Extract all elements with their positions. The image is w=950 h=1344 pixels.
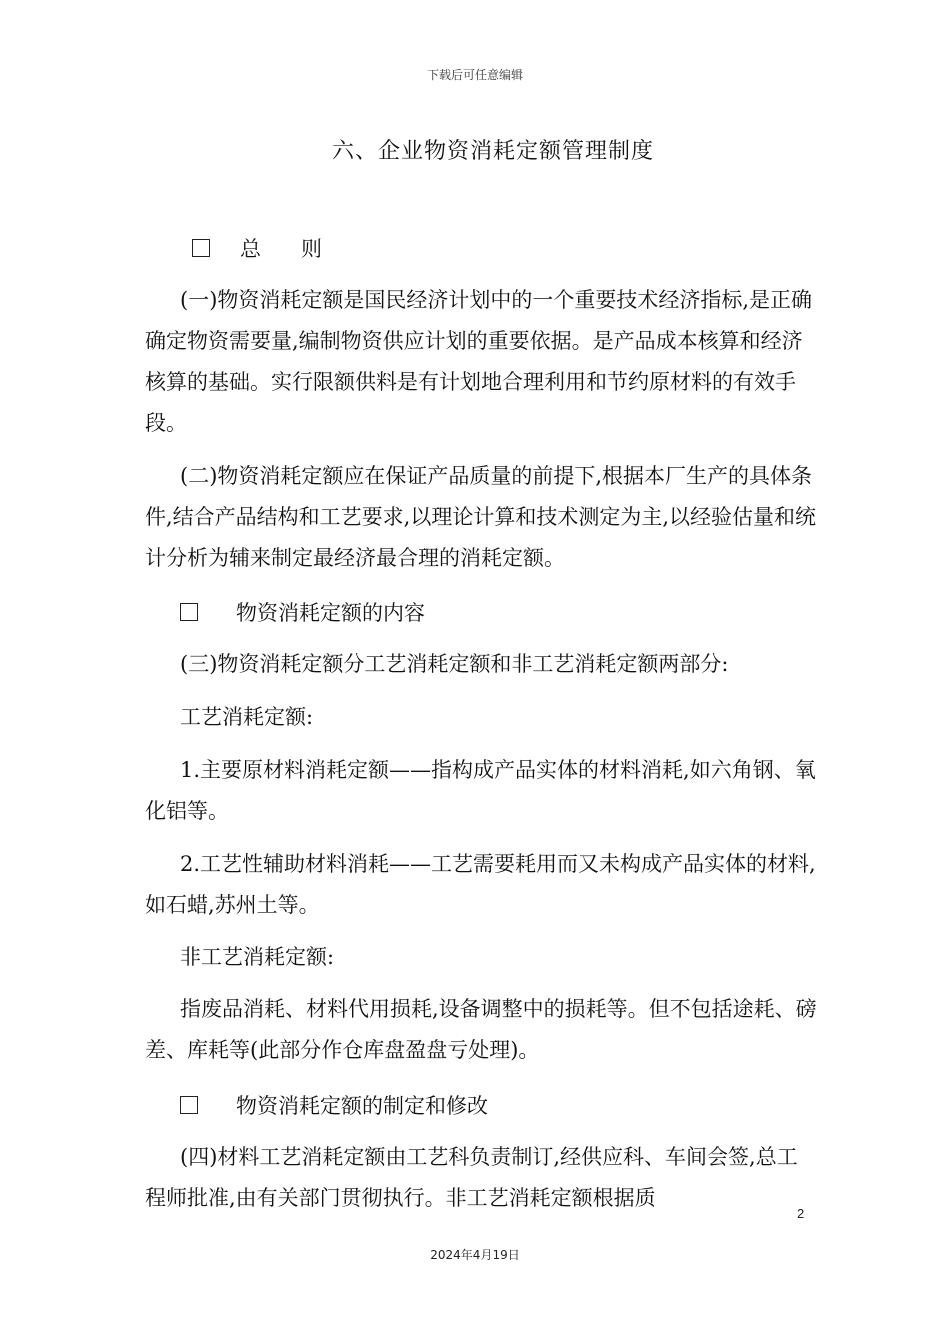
checkbox-icon [180, 1096, 198, 1114]
paragraph-4: 工艺消耗定额: [180, 705, 314, 729]
section-heading-label: 总 则 [240, 237, 323, 261]
page-footer-date: 2024年4月19日 [430, 1248, 520, 1262]
paragraph-5: 1.主要原材料消耗定额——指构成产品实体的材料消耗,如六角钢、氧化铝等。 [145, 758, 816, 823]
paragraph-1: (一)物资消耗定额是国民经济计划中的一个重要技术经济指标,是正确确定物资需要量,编制物资供应计划的重要依据。是产品成本核算和经济核算的基础。实行限额供料是有计划地合理利用和节约原材料的有效手段。 [145, 288, 813, 435]
paragraph-7: 非工艺消耗定额: [180, 945, 335, 969]
paragraph-9: (四)材料工艺消耗定额由工艺科负责制订,经供应科、车间会签,总工程师批准,由有关部门贯彻执行。非工艺消耗定额根据质 [145, 1145, 798, 1210]
section-heading-label: 物资消耗定额的内容 [236, 601, 425, 625]
paragraph-2: (二)物资消耗定额应在保证产品质量的前提下,根据本厂生产的具体条件,结合产品结构和工艺要求,以理论计算和技术测定为主,以经验估量和统计分析为辅来制定最经济最合理的消耗定额。 [145, 464, 817, 570]
document-title: 六、企业物资消耗定额管理制度 [331, 139, 654, 164]
section-heading-formulation [180, 1090, 488, 1120]
page-header: 下载后可任意编辑 [426, 68, 523, 82]
checkbox-icon [180, 603, 198, 621]
paragraph-8: 指废品消耗、材料代用损耗,设备调整中的损耗等。但不包括途耗、磅差、库耗等(此部分作仓库盘盈盘亏处理)。 [145, 997, 817, 1062]
section-heading-general [192, 233, 322, 263]
page-number: 2 [797, 1206, 805, 1221]
section-heading-label: 物资消耗定额的制定和修改 [236, 1094, 488, 1118]
section-heading-content [180, 597, 425, 627]
paragraph-6: 2.工艺性辅助材料消耗——工艺需要耗用而又未构成产品实体的材料,如石蜡,苏州土等。 [145, 852, 816, 917]
checkbox-icon [192, 239, 210, 257]
paragraph-3: (三)物资消耗定额分工艺消耗定额和非工艺消耗定额两部分: [180, 652, 729, 676]
